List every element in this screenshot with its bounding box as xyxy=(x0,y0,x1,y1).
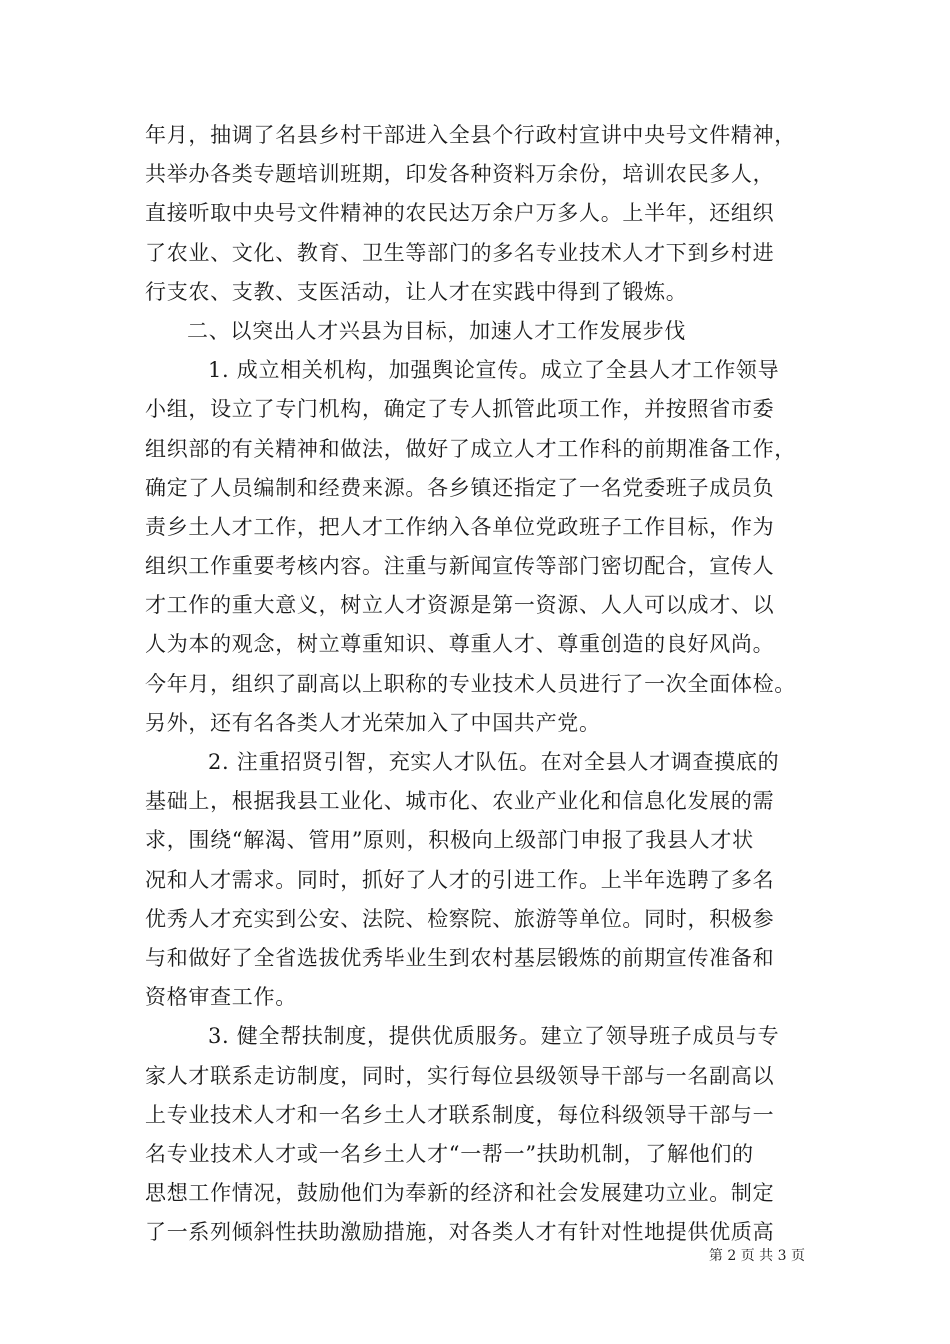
text-line: 行支农、支教、支医活动，让人才在实践中得到了锻炼。 xyxy=(145,279,688,304)
page-number: 第 2 页 共 3 页 xyxy=(708,1248,805,1264)
text-line: 思想工作情况，鼓励他们为奉新的经济和社会发展建功立业。制定 xyxy=(145,1181,775,1206)
text-line: 了农业、文化、教育、卫生等部门的多名专业技术人才下到乡村进 xyxy=(145,240,775,265)
text-line: 与和做好了全省选拔优秀毕业生到农村基层锻炼的前期宣传准备和 xyxy=(145,945,775,970)
text-line: 名专业技术人才或一名乡土人才“一帮一”扶助机制，了解他们的 xyxy=(145,1141,754,1166)
paragraph-start: 3. 健全帮扶制度，提供优质服务。建立了领导班子成员与专 xyxy=(208,1024,780,1049)
text-line: 求，围绕“解渴、管用”原则，积极向上级部门申报了我县人才状 xyxy=(145,828,754,853)
text-line: 上专业技术人才和一名乡土人才联系制度，每位科级领导干部与一 xyxy=(145,1102,775,1127)
text-line: 今年月，组织了副高以上职称的专业技术人员进行了一次全面体检。 xyxy=(145,671,796,696)
text-line: 况和人才需求。同时，抓好了人才的引进工作。上半年选聘了多名 xyxy=(145,867,775,892)
text-line: 优秀人才充实到公安、法院、检察院、旅游等单位。同时，积极参 xyxy=(145,906,775,931)
text-line: 年月，抽调了名县乡村干部进入全县个行政村宣讲中央号文件精神， xyxy=(145,123,796,147)
paragraph-start: 1. 成立相关机构，加强舆论宣传。成立了全县人才工作领导 xyxy=(208,358,780,383)
text-line: 基础上，根据我县工业化、城市化、农业产业化和信息化发展的需 xyxy=(145,789,775,814)
section-heading: 二、以突出人才兴县为目标，加速人才工作发展步伐 xyxy=(187,318,687,343)
text-line: 共举办各类专题培训班期，印发各种资料万余份，培训农民多人， xyxy=(145,162,775,187)
text-line: 资格审查工作。 xyxy=(145,985,297,1010)
text-line: 责乡土人才工作，把人才工作纳入各单位党政班子工作目标，作为 xyxy=(145,514,775,539)
text-line: 了一系列倾斜性扶助激励措施，对各类人才有针对性地提供优质高 xyxy=(145,1220,775,1245)
text-line: 人为本的观念，树立尊重知识、尊重人才、尊重创造的良好风尚。 xyxy=(145,632,775,657)
text-line: 另外，还有名各类人才光荣加入了中国共产党。 xyxy=(145,710,601,735)
text-line: 确定了人员编制和经费来源。各乡镇还指定了一名党委班子成员负 xyxy=(145,475,775,500)
body-text xyxy=(145,116,805,1252)
text-line: 组织部的有关精神和做法，做好了成立人才工作科的前期准备工作， xyxy=(145,436,796,461)
text-line: 小组，设立了专门机构，确定了专人抓管此项工作，并按照省市委 xyxy=(145,397,775,422)
paragraph-start: 2. 注重招贤引智，充实人才队伍。在对全县人才调查摸底的 xyxy=(208,750,780,774)
text-line: 组织工作重要考核内容。注重与新闻宣传等部门密切配合，宣传人 xyxy=(145,554,775,579)
text-line: 家人才联系走访制度，同时，实行每位县级领导干部与一名副高以 xyxy=(145,1063,775,1088)
text-line: 直接听取中央号文件精神的农民达万余户万多人。上半年，还组织 xyxy=(145,201,775,226)
text-line: 才工作的重大意义，树立人才资源是第一资源、人人可以成才、以 xyxy=(145,593,775,618)
